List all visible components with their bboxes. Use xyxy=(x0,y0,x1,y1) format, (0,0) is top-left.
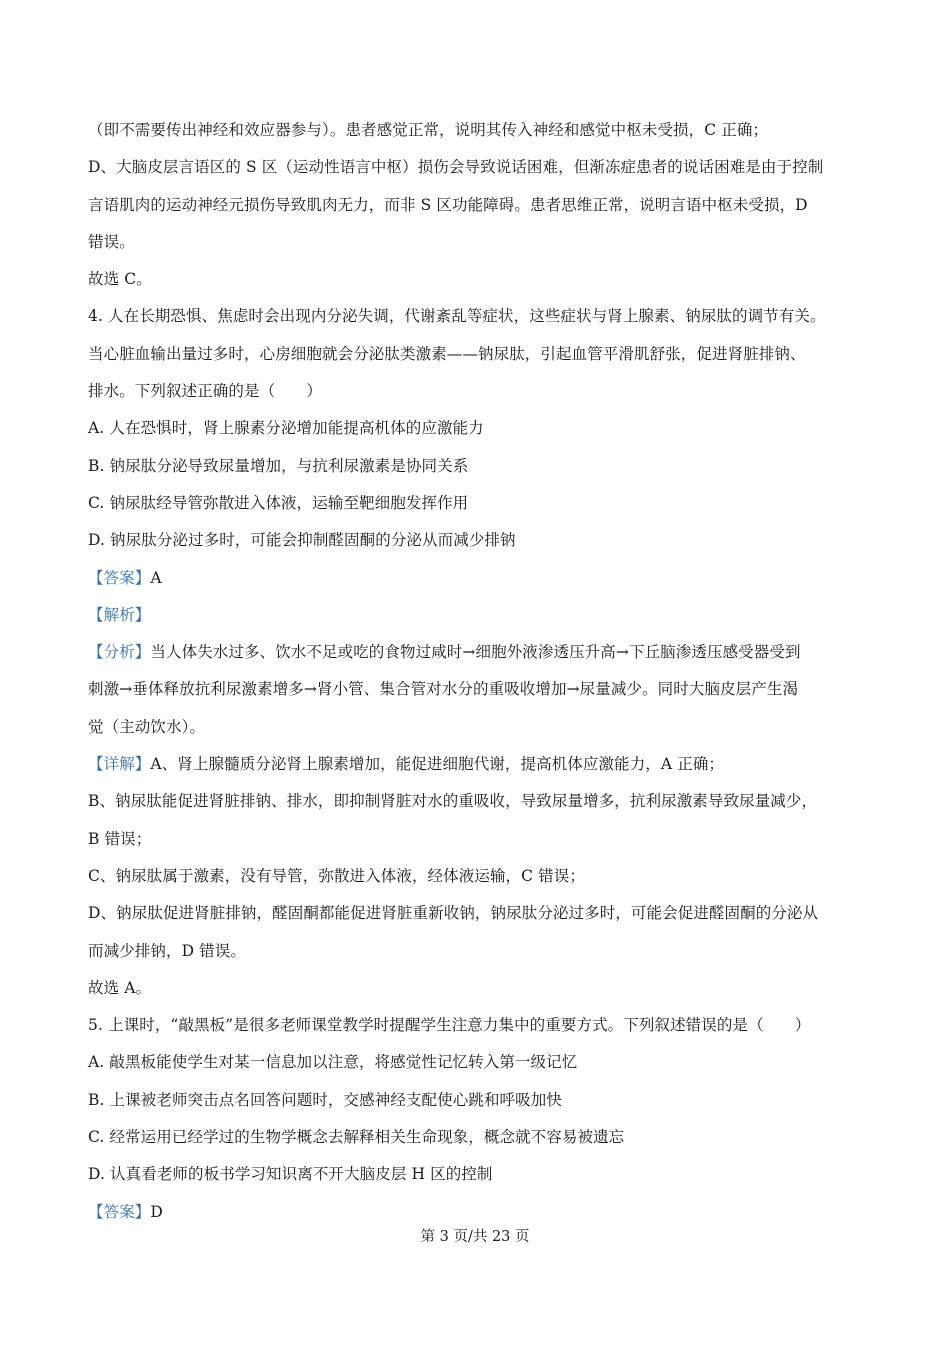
text-line xyxy=(88,895,878,932)
text-line xyxy=(88,149,878,186)
text-line xyxy=(88,187,878,224)
text-line xyxy=(88,933,878,970)
text-line xyxy=(88,709,878,746)
line-text: D. 钠尿肽分泌过多时，可能会抑制醛固酮的分泌从而减少排钠 xyxy=(88,531,516,550)
line-text: C. 经常运用已经学过的生物学概念去解释相关生命现象，概念就不容易被遗忘 xyxy=(88,1128,625,1147)
text-line xyxy=(88,485,878,522)
text-line xyxy=(88,112,878,149)
text-line xyxy=(88,410,878,447)
line-text: D xyxy=(150,1202,163,1221)
line-text: B、钠尿肽能促进肾脏排钠、排水，即抑制肾脏对水的重吸收，导致尿量增多，抗利尿激素导致尿量减少， xyxy=(88,792,818,811)
line-text: D、大脑皮层言语区的 S 区（运动性语言中枢）损伤会导致说话困难，但渐冻症患者的说话困难是由于控制 xyxy=(88,158,824,177)
text-line xyxy=(88,783,878,820)
line-text: A. 敲黑板能使学生对某一信息加以注意，将感觉性记忆转入第一级记忆 xyxy=(88,1053,578,1072)
section-line xyxy=(88,597,878,634)
line-text: 故选 C。 xyxy=(88,270,152,289)
line-text: 刺激→垂体释放抗利尿激素增多→肾小管、集合管对水分的重吸收增加→尿量减少。同时大脑皮层产生渴 xyxy=(88,680,799,699)
line-text: 5. 上课时，“敲黑板”是很多老师课堂教学时提醒学生注意力集中的重要方式。下列叙述错误的是（ ） xyxy=(88,1016,811,1035)
line-text: 觉（主动饮水）。 xyxy=(88,717,206,736)
text-line xyxy=(88,970,878,1007)
line-text: 故选 A。 xyxy=(88,978,152,997)
line-text: 排水。下列叙述正确的是（ ） xyxy=(88,382,323,401)
section-line xyxy=(88,634,878,671)
text-line xyxy=(88,1082,878,1119)
text-line xyxy=(88,298,878,335)
text-line xyxy=(88,336,878,373)
section-line xyxy=(88,560,878,597)
line-text: 而减少排钠，D 错误。 xyxy=(88,941,246,960)
page-content xyxy=(88,112,878,1231)
line-text: D、钠尿肽促进肾脏排钠，醛固酮都能促进肾脏重新收钠，钠尿肽分泌过多时，可能会促进醛固酮的分泌从 xyxy=(88,904,819,923)
line-text: B. 钠尿肽分泌导致尿量增加，与抗利尿激素是协同关系 xyxy=(88,456,469,475)
line-text: B. 上课被老师突击点名回答问题时，交感神经支配使心跳和呼吸加快 xyxy=(88,1090,562,1109)
text-line xyxy=(88,671,878,708)
line-text: A xyxy=(150,568,162,587)
line-text: A、肾上腺髓质分泌肾上腺素增加，能促进细胞代谢，提高机体应激能力，A 正确； xyxy=(150,755,725,774)
text-line xyxy=(88,1044,878,1081)
text-line xyxy=(88,821,878,858)
section-line xyxy=(88,746,878,783)
line-text: （即不需要传出神经和效应器参与）。患者感觉正常，说明其传入神经和感觉中枢未受损，C 正确； xyxy=(88,121,769,139)
text-line xyxy=(88,224,878,261)
section-tag: 【详解】 xyxy=(88,755,151,774)
page-footer: 第 3 页/共 23 页 xyxy=(420,1229,530,1245)
line-text: 当人体失水过多、饮水不足或吃的食物过咸时→细胞外液渗透压升高→下丘脑渗透压感受器受到 xyxy=(150,643,801,662)
text-line xyxy=(88,858,878,895)
section-tag: 【分析】 xyxy=(88,643,151,662)
text-line xyxy=(88,1156,878,1193)
line-text: 4. 人在长期恐惧、焦虑时会出现内分泌失调，代谢紊乱等症状，这些症状与肾上腺素、钠尿肽的调节有关。 xyxy=(88,307,826,326)
section-tag: 【答案】 xyxy=(88,1202,151,1221)
text-line xyxy=(88,373,878,410)
section-tag: 【答案】 xyxy=(88,568,151,587)
text-line xyxy=(88,1119,878,1156)
line-text: 言语肌肉的运动神经元损伤导致肌肉无力，而非 S 区功能障碍。患者思维正常，说明言语中枢未受损，D xyxy=(88,195,808,214)
text-line xyxy=(88,448,878,485)
text-line xyxy=(88,261,878,298)
line-text: 错误。 xyxy=(88,232,135,251)
line-text: D. 认真看老师的板书学习知识离不开大脑皮层 H 区的控制 xyxy=(88,1165,493,1184)
line-text: C. 钠尿肽经导管弥散进入体液，运输至靶细胞发挥作用 xyxy=(88,493,469,512)
line-text: A. 人在恐惧时，肾上腺素分泌增加能提高机体的应激能力 xyxy=(88,419,484,438)
section-tag: 【解析】 xyxy=(88,605,151,624)
text-line xyxy=(88,1007,878,1044)
line-text: B 错误； xyxy=(88,829,152,848)
line-text: 当心脏血输出量过多时，心房细胞就会分泌肽类激素——钠尿肽，引起血管平滑肌舒张，促进肾脏排钠、 xyxy=(88,344,806,363)
text-line xyxy=(88,522,878,559)
line-text: C、钠尿肽属于激素，没有导管，弥散进入体液，经体液运输，C 错误； xyxy=(88,866,585,885)
